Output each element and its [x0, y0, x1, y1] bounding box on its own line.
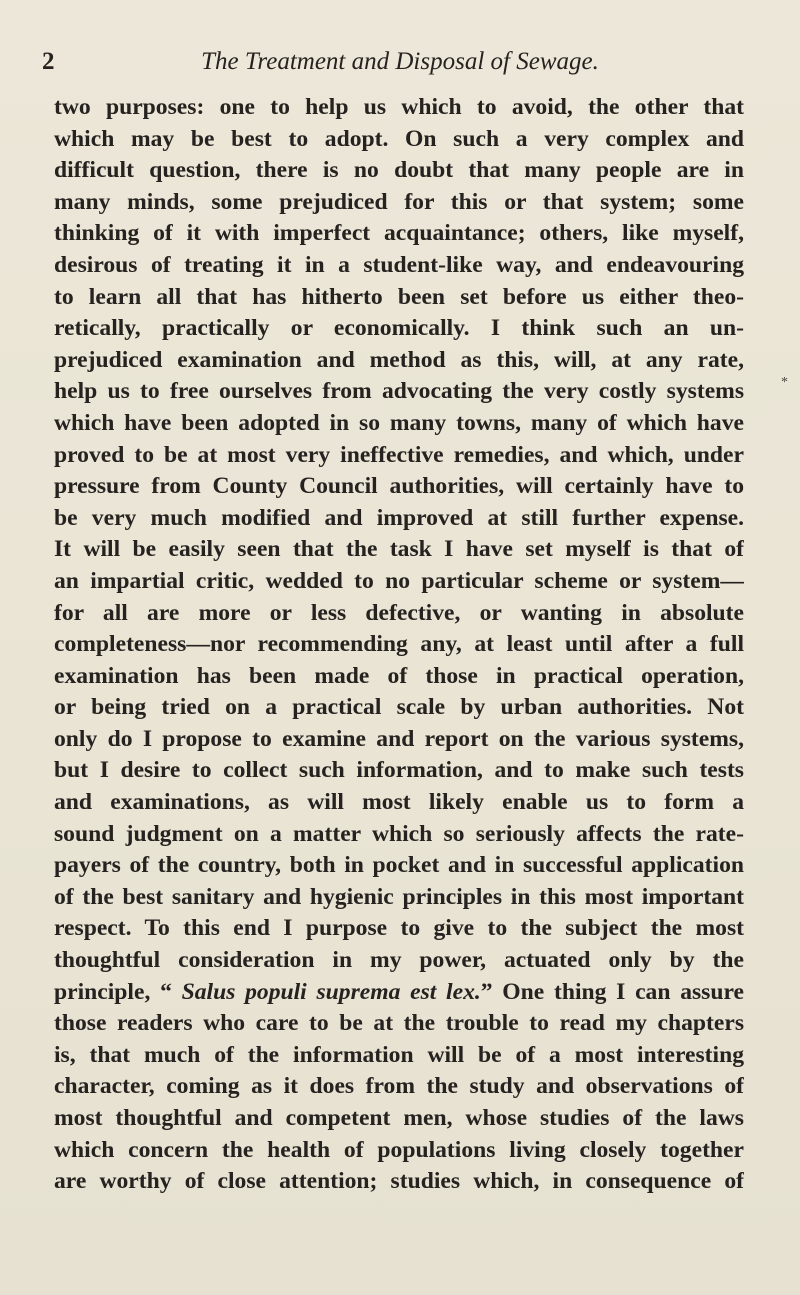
text-line: of the best sanitary and hygienic principles in this most important — [54, 883, 744, 910]
text-line: or being tried on a practical scale by urban authorities. Not — [54, 694, 744, 721]
page-number: 2 — [42, 48, 55, 75]
text-line-post: ” One thing I can assure — [480, 978, 744, 1005]
text-line: is, that much of the information will be of a most interesting — [54, 1041, 744, 1068]
text-line: to learn all that has hitherto been set before us either theo- — [54, 283, 744, 310]
text-line: respect. To this end I purpose to give to the subject the most — [54, 915, 744, 942]
italic-quotation: Salus populi suprema est lex. — [181, 978, 481, 1005]
text-line: which may be best to adopt. On such a very complex and — [54, 125, 744, 152]
text-line: which have been adopted in so many towns, many of which have — [54, 409, 744, 436]
text-line: completeness—nor recommending any, at least until after a full — [54, 631, 744, 658]
text-line: payers of the country, both in pocket and in successful application — [54, 852, 744, 879]
text-line: only do I propose to examine and report on the various systems, — [54, 725, 744, 752]
text-line: which concern the health of populations living closely together — [54, 1136, 744, 1163]
text-line: proved to be at most very ineffective remedies, and which, under — [54, 441, 744, 468]
margin-mark: * — [781, 375, 788, 390]
text-line: pressure from County Council authorities, will certainly have to — [54, 473, 744, 500]
running-title: The Treatment and Disposal of Sewage. — [201, 48, 599, 75]
text-line: help us to free ourselves from advocating the very costly systems — [54, 378, 744, 405]
text-line: retically, practically or economically. I think such an un- — [54, 315, 744, 342]
text-line: examination has been made of those in practical operation, — [54, 662, 744, 689]
text-line: for all are more or less defective, or wanting in absolute — [54, 599, 744, 626]
text-line: be very much modified and improved at still further expense. — [54, 504, 744, 531]
page-header — [0, 48, 800, 82]
text-line: most thoughtful and competent men, whose studies of the laws — [54, 1105, 744, 1131]
text-line: thinking of it with imperfect acquaintance; others, like myself, — [54, 220, 744, 247]
text-line: many minds, some prejudiced for this or that system; some — [54, 188, 744, 215]
text-line: It will be easily seen that the task I have set myself is that of — [54, 536, 744, 563]
text-line: prejudiced examination and method as this, will, at any rate, — [54, 346, 744, 373]
text-line: those readers who care to be at the trouble to read my chapters — [54, 1010, 744, 1037]
text-line-pre: principle, “ — [54, 978, 182, 1005]
text-line: but I desire to collect such information, and to make such tests — [54, 757, 744, 784]
text-line: an impartial critic, wedded to no particular scheme or system— — [54, 567, 744, 594]
text-line — [54, 977, 744, 1009]
text-line: character, coming as it does from the study and observations of — [54, 1073, 744, 1100]
body-text — [54, 92, 744, 1198]
text-line: sound judgment on a matter which so seriously affects the rate- — [54, 820, 744, 847]
text-line: difficult question, there is no doubt that many people are in — [54, 157, 744, 184]
text-line: and examinations, as will most likely enable us to form a — [54, 789, 744, 816]
text-line: thoughtful consideration in my power, actuated only by the — [54, 947, 744, 974]
text-line: are worthy of close attention; studies which, in consequence of — [54, 1168, 744, 1195]
text-line: two purposes: one to help us which to avoid, the other that — [54, 94, 744, 120]
text-line: desirous of treating it in a student-like way, and endeavouring — [54, 251, 744, 278]
